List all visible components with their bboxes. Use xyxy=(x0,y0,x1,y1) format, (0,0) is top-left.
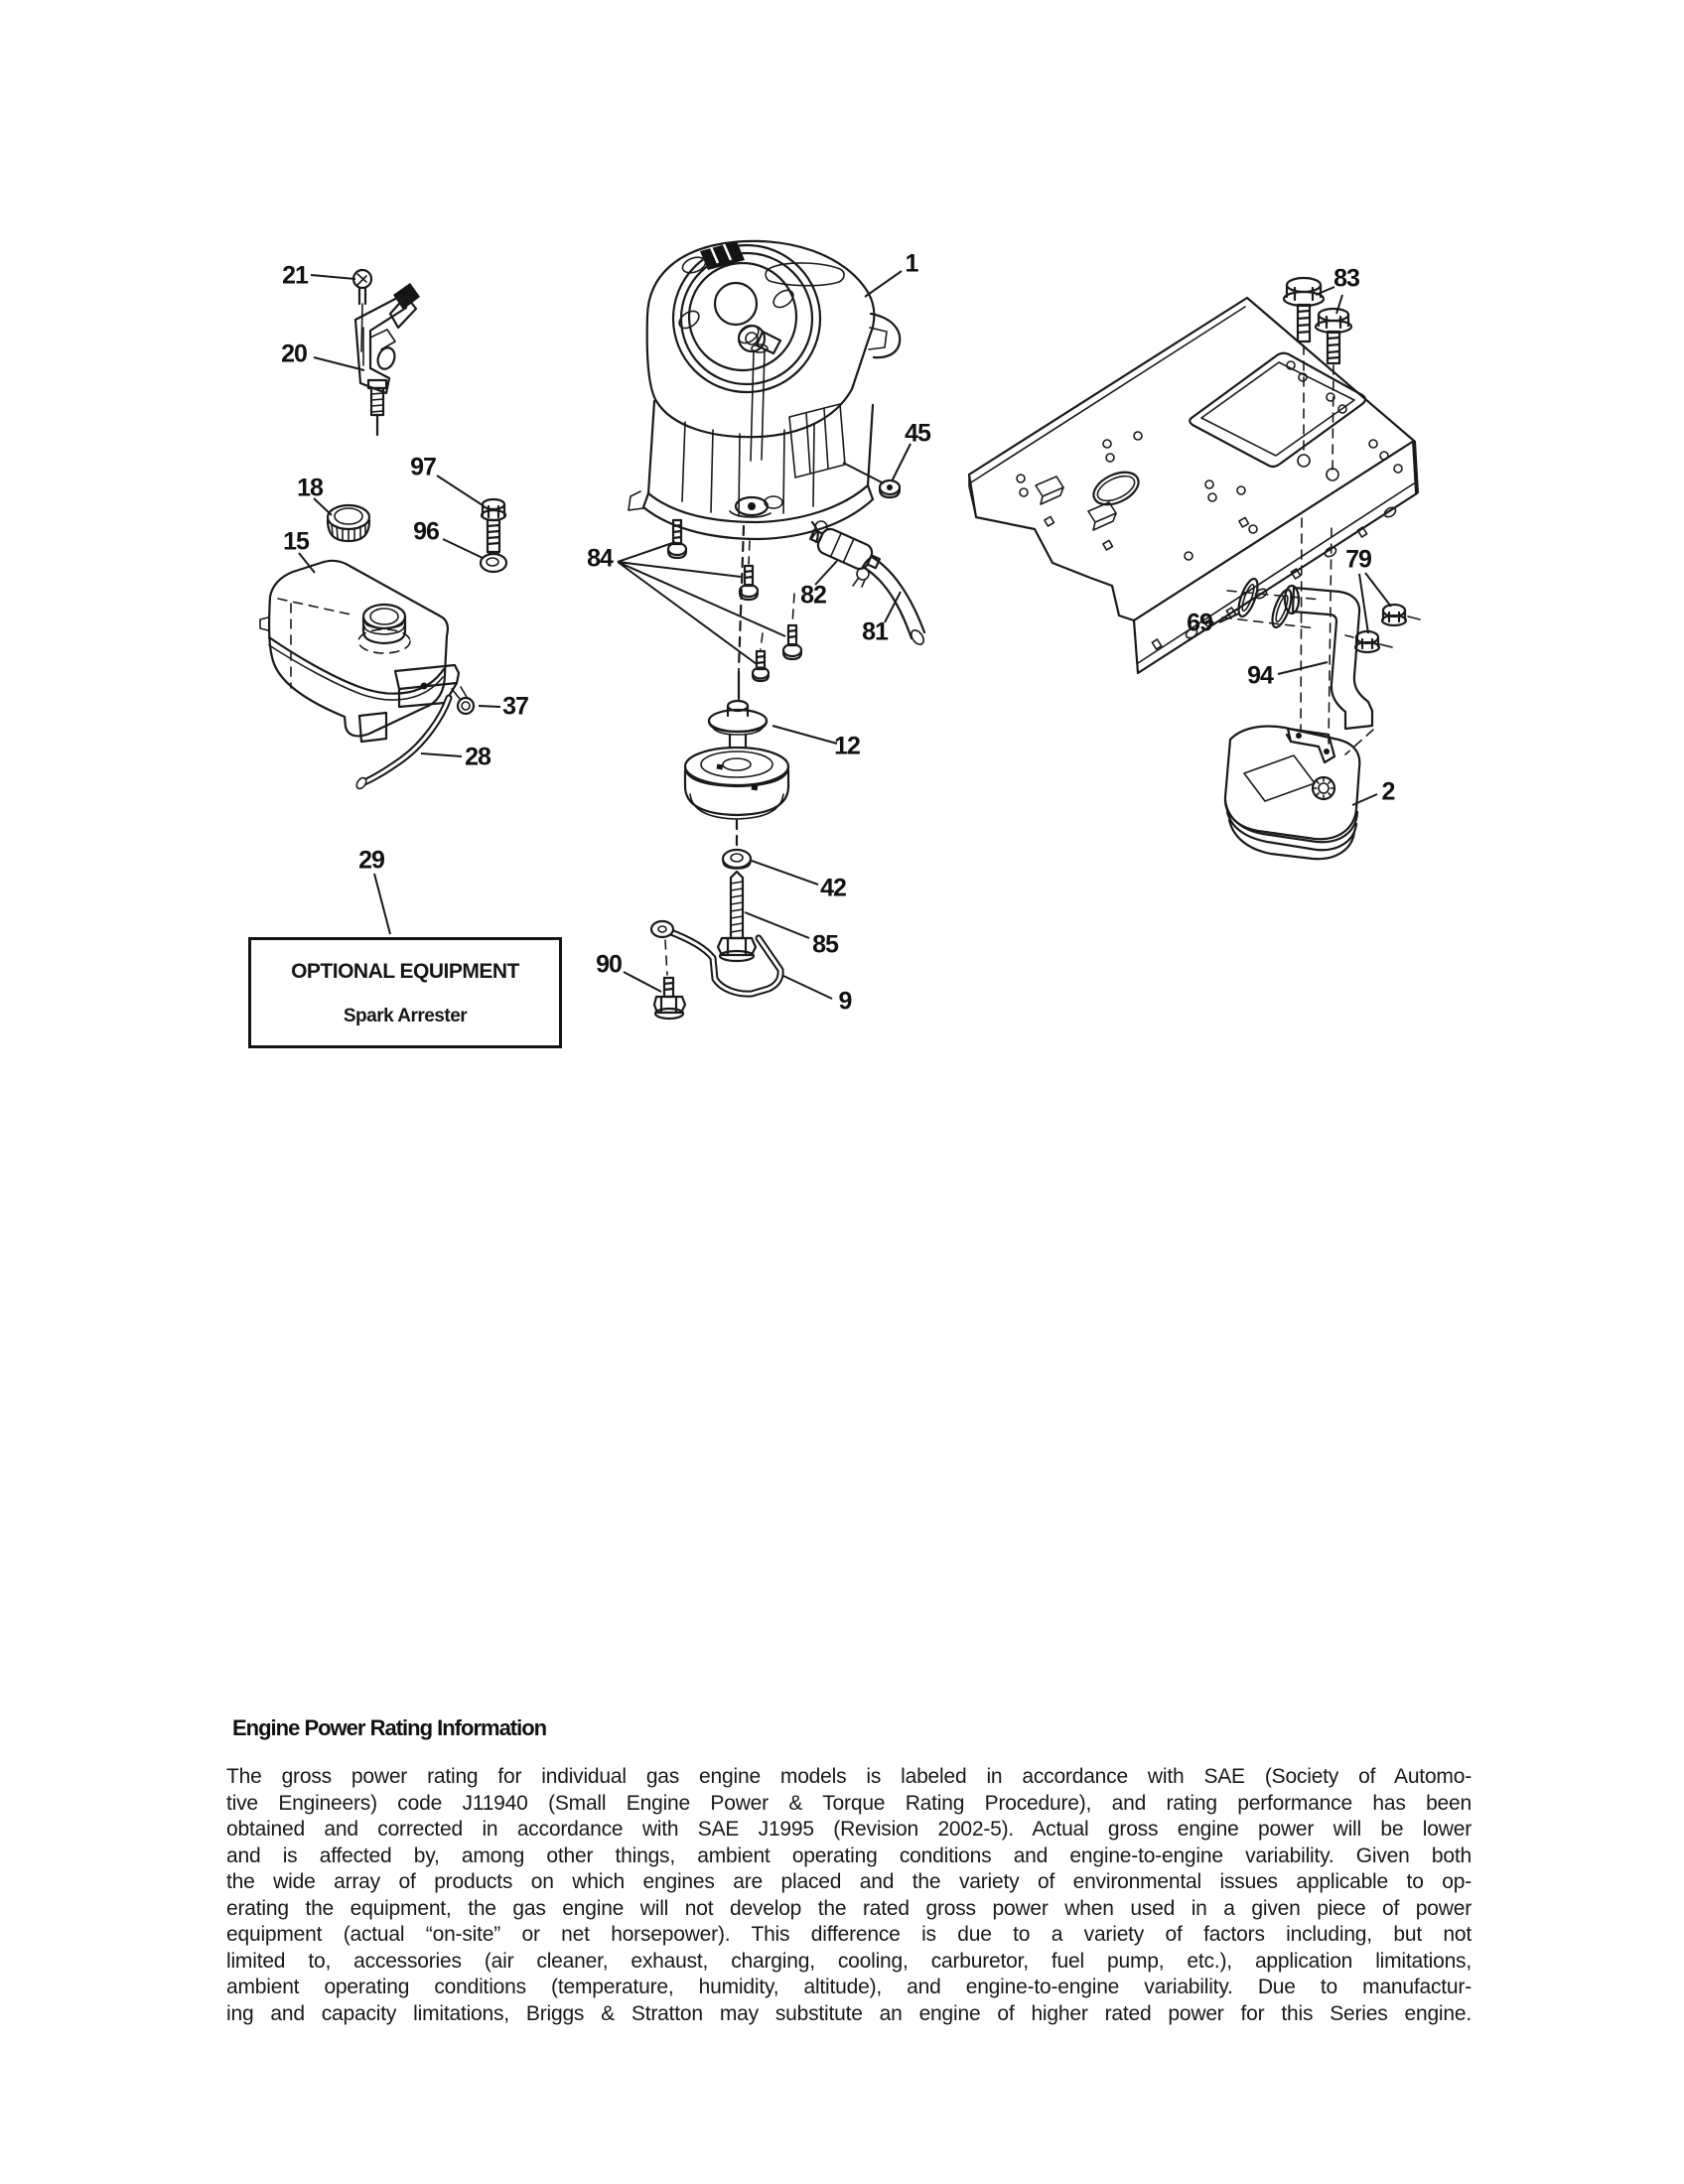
paragraph-line: tive Engineers) code J11940 (Small Engine Power & Torque Rating Procedure), and rating performance has been xyxy=(226,1791,1472,1815)
paragraph-line: ambient operating conditions (temperature, humidity, altitude), and engine-to-engine variability. Due to manufactur- xyxy=(226,1976,1472,1998)
part-callout: 37 xyxy=(502,692,528,721)
paragraph-line: The gross power rating for individual gas engine models is labeled in accordance with SAE (Society of Automo- xyxy=(226,1765,1472,1788)
part-callout: 9 xyxy=(838,987,852,1016)
part-callout: 45 xyxy=(905,419,930,448)
paragraph-line: obtained and corrected in accordance with SAE J1995 (Revision 2002-5). Actual gross engine power will be lower xyxy=(226,1818,1472,1841)
optional-equipment-subtitle: Spark Arrester xyxy=(343,1006,468,1026)
part-callout: 12 xyxy=(834,732,860,760)
paragraph-line: erating the equipment, the gas engine will not develop the rated gross power when used in a given piece of power xyxy=(226,1896,1472,1920)
part-callout: 84 xyxy=(587,544,613,573)
part-callout: 21 xyxy=(282,261,308,290)
part-callout: 82 xyxy=(800,581,826,610)
part-callout: 18 xyxy=(297,474,323,502)
part-callout: 42 xyxy=(820,874,846,902)
paragraph-line: limited to, accessories (air cleaner, exhaust, charging, cooling, carburetor, fuel pump, etc.), application limitations, xyxy=(226,1949,1472,1973)
part-callout: 85 xyxy=(812,930,838,959)
part-callout: 15 xyxy=(283,527,309,556)
engine-power-rating-paragraph xyxy=(226,1764,1472,2027)
optional-equipment-box xyxy=(248,937,562,1048)
part-callout: 28 xyxy=(465,743,491,771)
part-callout: 20 xyxy=(281,340,307,368)
part-callout: 81 xyxy=(862,617,888,646)
engine-power-rating-section xyxy=(226,1715,1472,2027)
part-callout: 29 xyxy=(358,846,384,875)
paragraph-line: and is affected by, among other things, ambient operating conditions and engine-to-engine variability. Given both xyxy=(226,1843,1472,1867)
part-callout: 97 xyxy=(410,453,436,481)
part-callout: 83 xyxy=(1333,264,1359,293)
part-callout: 90 xyxy=(596,950,622,979)
part-callout: 79 xyxy=(1345,545,1371,574)
part-callout: 96 xyxy=(413,517,439,546)
optional-equipment-title: OPTIONAL EQUIPMENT xyxy=(291,960,519,983)
part-callout: 94 xyxy=(1247,661,1273,690)
part-callout: 1 xyxy=(905,249,918,278)
paragraph-line: equipment (actual “on-site” or net horsepower). This difference is due to a variety of factors including, but not xyxy=(226,1923,1472,1946)
part-callout: 69 xyxy=(1187,609,1212,637)
part-callout: 2 xyxy=(1381,777,1395,806)
paragraph-line: the wide array of products on which engines are placed and the variety of environmental issues applicable to op- xyxy=(226,1870,1472,1893)
paragraph-line: ing and capacity limitations, Briggs & Stratton may substitute an engine of higher rated power for this Series engine. xyxy=(226,2001,1472,2025)
engine-power-rating-heading: Engine Power Rating Information xyxy=(232,1715,547,1740)
